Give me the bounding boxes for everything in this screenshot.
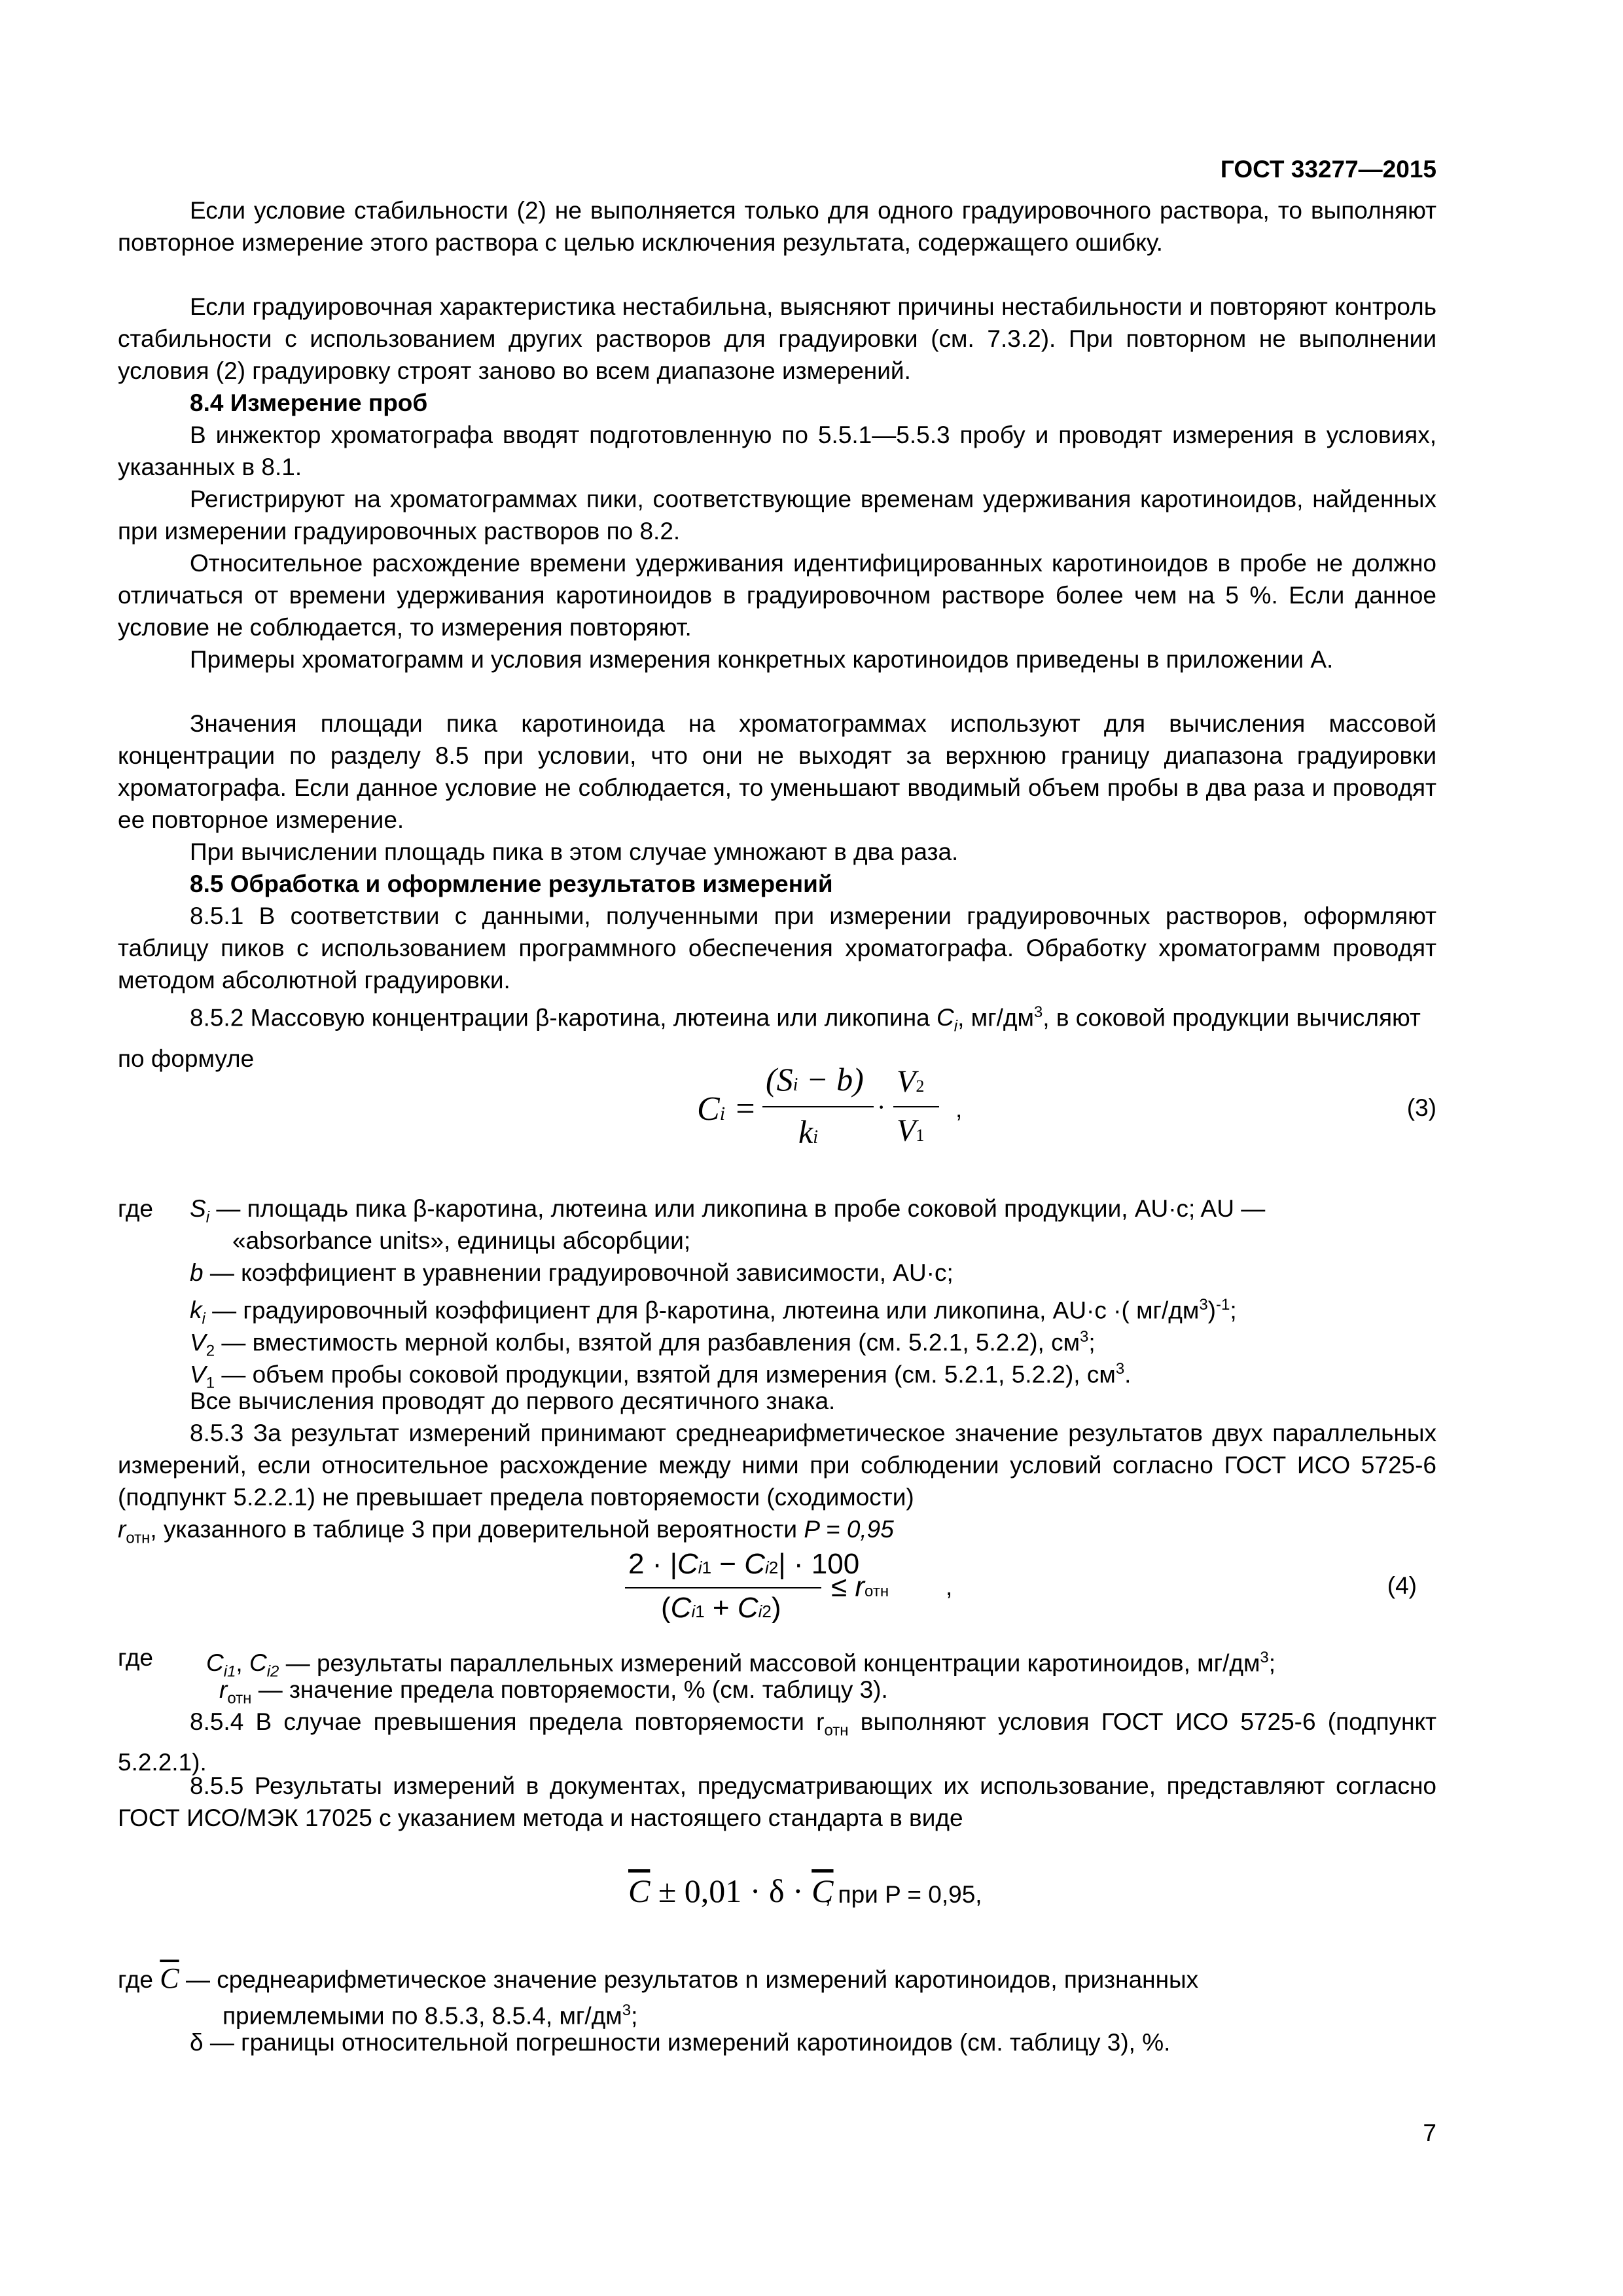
equation-number-3: (3) (1406, 1094, 1436, 1121)
paragraph: Все вычисления проводят до первого десятичного знака. (190, 1388, 836, 1414)
def-si-cont: «absorbance units», единицы абсорбции; (232, 1227, 691, 1254)
document-page: ГОСТ 33277—2015 Если условие стабильности (2) не выполняется только для одного градуировочного раствора, то выполняют повторное измерение этого раствора с целью исключения результата, содержащего ошибку. Если градуировочная характеристика нестабильна, выясняют причины нестабильности и повторяют контроль стабильности с использованием других растворов для градуировки (см. 7.3.2). При повторном не выполнении условия (2) градуировку строят заново во всем диапазоне измерений. 8.4 Измерение проб В инжектор хроматографа вводят подготовленную по 5.5.1—5.5.3 пробу и проводят измерения в условиях, указанных в 8.1. Регистрируют на хроматограммах пики, соответствующие временам удерживания каротиноидов, найденных при измерении градуировочных растворов по 8.2. Относительное расхождение времени удерживания идентифицированных каротиноидов в пробе не должно отличаться от времени удерживания каротиноидов в градуировочном растворе более чем на 5 %. Если данное условие не соблюдается, то измерения повторяют. Примеры хроматограмм и условия измерения конкретных каротиноидов приведены в приложении А. Значения площади пика каротиноида на хроматограммах используют для вычисления массовой концентрации по разделу 8.5 при условии, что они не выходят за верхнюю границу диапазона градуировки хроматографа. Если данное условие не соблюдается, то уменьшают вводимый объем пробы в два раза и проводят ее повторное измерение. При вычислении площадь пика в этом случае умножают в два раза. 8.5 Обработка и оформление результатов измерений 8.5.1 В соответствии с данными, полученными при измерении градуировочных растворов, оформляют таблицу пиков с использованием программного обеспечения хроматографа. Обработку хроматограмм проводят методом абсолютной градуировки. 8.5.2 Массовую концентрации β-каротина, лютеина или ликопина $C_i$, $мг/дм^3$, в соковой продукции вычисляют по формуле Ci = (Si − b) ki · V2 V1 , (3) где $S_i$ — площадь пика β-каротина, лютеина или ликопина в пробе соковой продукции, AU·c; AU — «absorbance units», единицы абсорбции; b — коэффициент в уравнении градуировочной зависимости, AU·c; $k_i$ — градуировочный коэффициент для β-каротина, лютеина или ликопина, AU·c ·( $мг/дм^3)^{-1}$; $V_2$ — вместимость мерной колбы, взятой для разбавления (см. 5.2.1, 5.2.2), $см^3$; $V_1$ — объем пробы соковой продукции, взятой для измерения (см. 5.2.1, 5.2.2), $см^3$. Все вычисления проводят до первого десятичного знака. 8.5.3 За результат измерений принимают среднеарифметическое значение результатов двух параллельных измерений, если относительное расхождение между ними при соблюдении условий согласно ГОСТ ИСО 5725-6 (подпункт 5.2.2.1) не превышает предела повторяемости (сходимости) $r_{отн}$, указанного в таблице 3 при доверительной вероятности P = 0,95 2 · |Ci1 − Ci2| · 100 (Ci1 + Ci2) ≤ rотн , (4) где $C_{i1}$, $C_{i2}$ — результаты параллельных измерений массовой концентрации каротиноидов, $мг/дм^3$; $r_{отн}$ — значение предела повторяемости, % (см. таблицу 3). 8.5.4 В случае превышения предела повторяемости $r_{отн}$ выполняют условия ГОСТ ИСО 5725-6 (подпункт 5.2.2.1). 8.5.5 Результаты измерений в документах, предусматривающих их использование, представляют согласно ГОСТ ИСО/МЭК 17025 с указанием метода и настоящего стандарта в виде $\overline{C} \pm 0,01 \cdot \delta \cdot \overline{C}$ , при P = 0,95, где $\overline{C}$ — среднеарифметическое значение результатов n измерений каротиноидов, признанных приемлемыми по 8.5.3, 8.5.4, $мг/дм^3$; δ — границы относительной погрешности измерений каротиноидов (см. таблицу 3), %. 7 (118, 156, 1436, 2146)
def-r: $r_{отн}$ — значение предела повторяемости, % (см. таблицу 3). (219, 1676, 888, 1708)
def-v1: $V_1$ — объем пробы соковой продукции, взятой для измерения (см. 5.2.1, 5.2.2), $см^3$. (190, 1360, 1132, 1392)
paragraph: Если градуировочная характеристика нестабильна, выясняют причины нестабильности и повторяют контроль стабильности с использованием других растворов для градуировки (см. 7.3.2). При повторном не выполнении условия (2) градуировку строят заново во всем диапазоне измерений. (118, 293, 1436, 384)
paragraph: Регистрируют на хроматограммах пики, соответствующие временам удерживания каротиноидов, найденных при измерении градуировочных растворов по 8.2. (118, 486, 1436, 545)
paragraph-8-5-3-end: $r_{отн}$, указанного в таблице 3 при доверительной вероятности P = 0,95 (118, 1516, 894, 1547)
def-ki: $k_i$ — градуировочный коэффициент для β-каротина, лютеина или ликопина, AU·c ·( $мг/дм^3)^{-1}$; (190, 1296, 1237, 1328)
page-number: 7 (1423, 2119, 1436, 2146)
def-cbar-cont: приемлемыми по 8.5.3, 8.5.4, $мг/дм^3$; (223, 2001, 638, 2030)
paragraph-8-5-5: 8.5.5 Результаты измерений в документах, предусматривающих их использование, представляют согласно ГОСТ ИСО/МЭК 17025 с указанием метода и настоящего стандарта в виде (118, 1772, 1436, 1831)
where-label: где (118, 1644, 154, 1671)
paragraph: Значения площади пика каротиноида на хроматограммах используют для вычисления массовой концентрации по разделу 8.5 при условии, что они не выходят за верхнюю границу диапазона градуировки хроматографа. Если данное условие не соблюдается, то уменьшают вводимый объем пробы в два раза и проводят ее повторное измерение. (118, 710, 1436, 833)
paragraph: Примеры хроматограмм и условия измерения конкретных каротиноидов приведены в приложении А. (190, 646, 1334, 673)
paragraph: В инжектор хроматографа вводят подготовленную по 5.5.1—5.5.3 пробу и проводят измерения в условиях, указанных в 8.1. (118, 422, 1436, 480)
def-ci: $C_{i1}$, $C_{i2}$ — результаты параллельных измерений массовой концентрации каротиноидов, $мг/дм^3$; (206, 1649, 1276, 1681)
section-heading-8-5: 8.5 Обработка и оформление результатов измерений (190, 870, 833, 897)
def-cbar: где $\overline{C}$ — среднеарифметическое значение результатов n измерений каротиноидов, признанных (118, 1962, 1199, 1994)
paragraph: 8.5.1 В соответствии с данными, полученными при измерении градуировочных растворов, оформляют таблицу пиков с использованием программного обеспечения хроматографа. Обработку хроматограмм проводят методом абсолютной градуировки. (118, 903, 1436, 994)
document-header: ГОСТ 33277—2015 (1220, 156, 1436, 183)
where-label: где (118, 1195, 154, 1222)
equation-number-4: (4) (1387, 1572, 1417, 1599)
paragraph: Если условие стабильности (2) не выполняется только для одного градуировочного раствора, то выполняют повторное измерение этого раствора с целью исключения результата, содержащего ошибку. (118, 197, 1436, 256)
paragraph: Относительное расхождение времени удерживания идентифицированных каротиноидов в пробе не должно отличаться от времени удерживания каротиноидов в градуировочном растворе более чем на 5 %. Если данное условие не соблюдается, то измерения повторяют. (118, 550, 1436, 641)
def-delta: δ — границы относительной погрешности измерений каротиноидов (см. таблицу 3), %. (190, 2029, 1171, 2056)
def-si: $S_i$ — площадь пика β-каротина, лютеина или ликопина в пробе соковой продукции, AU·c; AU — (190, 1195, 1266, 1227)
paragraph: При вычислении площадь пика в этом случае умножают в два раза. (190, 838, 959, 865)
section-heading-8-4: 8.4 Измерение проб (190, 389, 428, 416)
paragraph-8-5-4: 8.5.4 В случае превышения предела повторяемости $r_{отн}$ выполняют условия ГОСТ ИСО 5725-6 (подпункт 5.2.2.1). (118, 1708, 1436, 1776)
paragraph-8-5-2: 8.5.2 Массовую концентрации β-каротина, лютеина или ликопина $C_i$, $мг/дм^3$, в соковой продукции вычисляют по формуле (118, 1003, 1421, 1072)
def-v2: $V_2$ — вместимость мерной колбы, взятой для разбавления (см. 5.2.1, 5.2.2), $см^3$; (190, 1328, 1096, 1360)
def-b: b — коэффициент в уравнении градуировочной зависимости, AU·c; (190, 1259, 954, 1286)
paragraph-8-5-3: 8.5.3 За результат измерений принимают среднеарифметическое значение результатов двух параллельных измерений, если относительное расхождение между ними при соблюдении условий согласно ГОСТ ИСО 5725-6 (подпункт 5.2.2.1) не превышает предела повторяемости (сходимости) (118, 1420, 1436, 1511)
